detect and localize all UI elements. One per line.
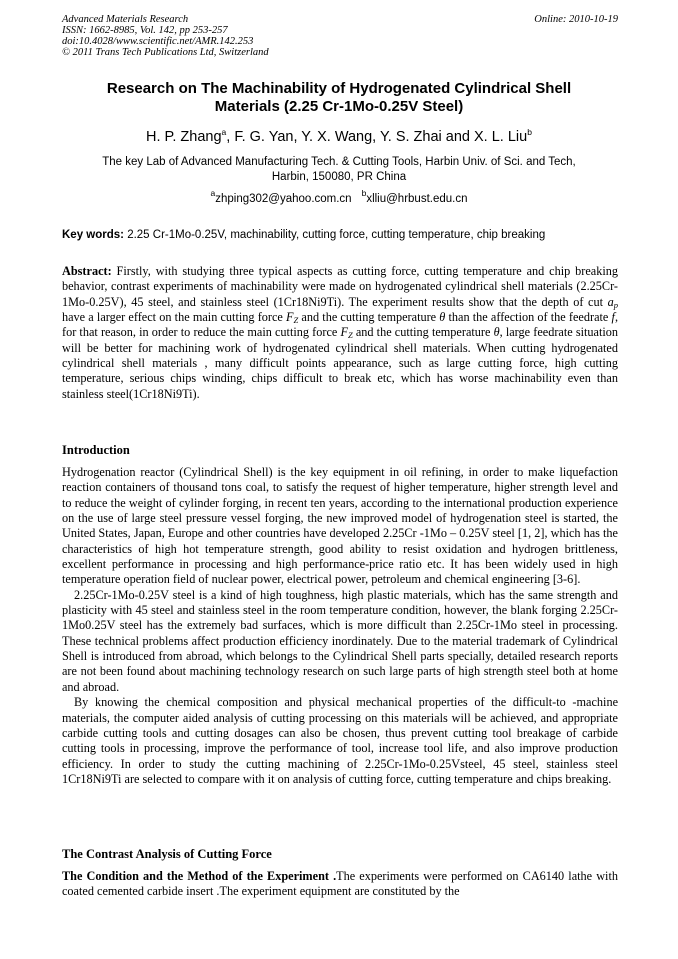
doi-line: doi:10.4028/www.scientific.net/AMR.142.253 <box>62 36 254 47</box>
intro-paragraph-2: 2.25Cr-1Mo-0.25V steel is a kind of high toughness, high plastic materials, which has the same strength and plasticity with 45 steel and stainless steel in the room temperature condition, however, the blank forging 2.25Cr-1Mo0.25V steel has the extremely bad surfaces, which is more difficult than 2.25Cr-1Mo steel in processing. These technical problems affect production efficiency inordinately. Due to the material trademark of Cylindrical Shell is introduced from abroad, which belongs to the Cylindrical Shell parts specially, detailed research reports are not been found about machining technology research on such large parts of high strength steel both at home and abroad. <box>62 587 618 694</box>
abstract <box>62 264 618 402</box>
email-b-sup: b <box>361 188 367 198</box>
journal-name: Advanced Materials Research <box>62 14 189 25</box>
author-rest: , F. G. Yan, Y. X. Wang, Y. S. Zhai and X. L. Liu <box>226 129 528 145</box>
symbol-ap-sub: p <box>613 299 618 310</box>
affiliation-line-2: Harbin, 150080, PR China <box>271 171 407 183</box>
section-heading-contrast: The Contrast Analysis of Cutting Force <box>62 847 272 861</box>
keywords-text: 2.25 Cr-1Mo-0.25V, machinability, cutting force, cutting temperature, chip breaking <box>124 229 546 241</box>
abstract-label: Abstract: <box>62 264 112 278</box>
intro-paragraph-3: By knowing the chemical composition and physical mechanical properties of the difficult-to -machine materials, the computer aided analysis of cutting processing on this materials will be achieved, and appropriate carbide cutting tools and cutting dosages can also be chosen, thus prevent cutting tool breakage of carbide cutting tools in processing, improve the performance of tool, increase tool life, and also improve production efficiency. In order to study the cutting machining of 2.25Cr-1Mo-0.25Vsteel, 45 steel, stainless steel 1Cr18Ni9Ti are selected to compare with it on analysis of cutting force, cutting temperature and chips breaking. <box>62 695 618 786</box>
email-a[interactable]: zhping302@yahoo.com.cn <box>215 193 352 205</box>
issn-line: ISSN: 1662-8985, Vol. 142, pp 253-257 <box>62 25 228 36</box>
email-a-sup: a <box>210 188 216 198</box>
symbol-f: f <box>611 310 615 325</box>
copyright-line: © 2011 Trans Tech Publications Ltd, Switzerland <box>62 47 269 58</box>
abstract-text-6: and the cutting temperature <box>352 325 494 340</box>
abstract-text-5: , for that reason, in order to reduce the main cutting force <box>62 310 618 340</box>
paper-title <box>60 80 618 116</box>
symbol-fz2-sub: Z <box>347 330 353 341</box>
title-line-1: Research on The Machinability of Hydrogenated Cylindrical Shell <box>106 80 572 97</box>
condition-text: The experiments were performed on CA6140 lathe with coated cemented carbide insert .The experiment equipment are constituted by the <box>62 869 618 899</box>
author-last-sup: b <box>527 127 532 137</box>
condition-paragraph <box>62 869 618 900</box>
symbol-ap-base: a <box>607 294 614 309</box>
online-date: Online: 2010-10-19 <box>534 14 618 25</box>
section-heading-introduction: Introduction <box>62 443 130 457</box>
email-b[interactable]: xlliu@hrbust.edu.cn <box>366 193 468 205</box>
intro-paragraph-1: Hydrogenation reactor (Cylindrical Shell) is the key equipment in oil refining, in order to make liquefaction reaction containers of thousand tons coal, to satisfy the request of higher temperature, higher strength level and to reduce the weight of cylinder forging, in recent ten years, according to the international production experience on the use of large steel pressure vessel forging, the new improved model of hydrogenation steel is started, the United States, Japan, Europe and other countries have developed 2.25Cr -1Mo – 0.25V steel [1, 2], which has the characteristics of high hot temperature strength, good ability to resist oxidation and hydrogen brittleness, excellent performance in processing and high performance-price ratio etc. It has been widely used in high temperature operation field of nuclear power, electrical power, petroleum and chemical engineering [3-6]. <box>62 465 618 587</box>
symbol-fz-2 <box>340 325 352 339</box>
title-line-2: Materials (2.25 Cr-1Mo-0.25V Steel) <box>214 98 464 115</box>
symbol-theta: θ <box>439 310 446 325</box>
abstract-text-2: have a larger effect on the main cutting force <box>62 310 287 325</box>
abstract-text-1: Firstly, with studying three typical aspects as cutting force, cutting temperature and chip breaking behavior, contrast experiments of machinability were made on hydrogenated cylindrical shell materials (2.25Cr-1Mo-0.25V), 45 steel, and stainless steel (1Cr18Ni9Ti). The experiment results show that the depth of cut <box>62 264 618 309</box>
author-first: H. P. Zhang <box>146 129 222 145</box>
introduction-body <box>62 465 618 787</box>
symbol-fz <box>286 310 298 324</box>
affiliation-line-1: The key Lab of Advanced Manufacturing Tech. & Cutting Tools, Harbin Univ. of Sci. and Tech, <box>102 156 576 168</box>
journal-header <box>62 14 618 58</box>
symbol-fz-sub: Z <box>293 315 299 326</box>
author-emails <box>60 188 618 206</box>
condition-label: The Condition and the Method of the Experiment . <box>62 869 337 883</box>
symbol-theta-2: θ <box>493 325 500 340</box>
abstract-text-3: and the cutting temperature <box>298 310 440 325</box>
symbol-fz2-base: F <box>340 325 348 340</box>
affiliation <box>60 155 618 185</box>
keywords <box>62 228 618 242</box>
keywords-label: Key words: <box>62 229 124 241</box>
author-first-sup: a <box>221 127 227 137</box>
abstract-text-4: than the affection of the feedrate <box>445 310 612 325</box>
author-list <box>60 128 618 146</box>
abstract-text-7: , large feedrate situation will be better for machining work of hydrogenated cylindrical shell materials. When cutting hydrogenated cylindrical shell materials , many difficult points appearance, such as large cutting force, high cutting temperature, serious chips winding, chips difficult to break etc, which has worse machinability even than stainless steel(1Cr18Ni9Ti). <box>62 325 619 401</box>
symbol-ap <box>608 295 618 309</box>
symbol-fz-base: F <box>286 310 294 325</box>
